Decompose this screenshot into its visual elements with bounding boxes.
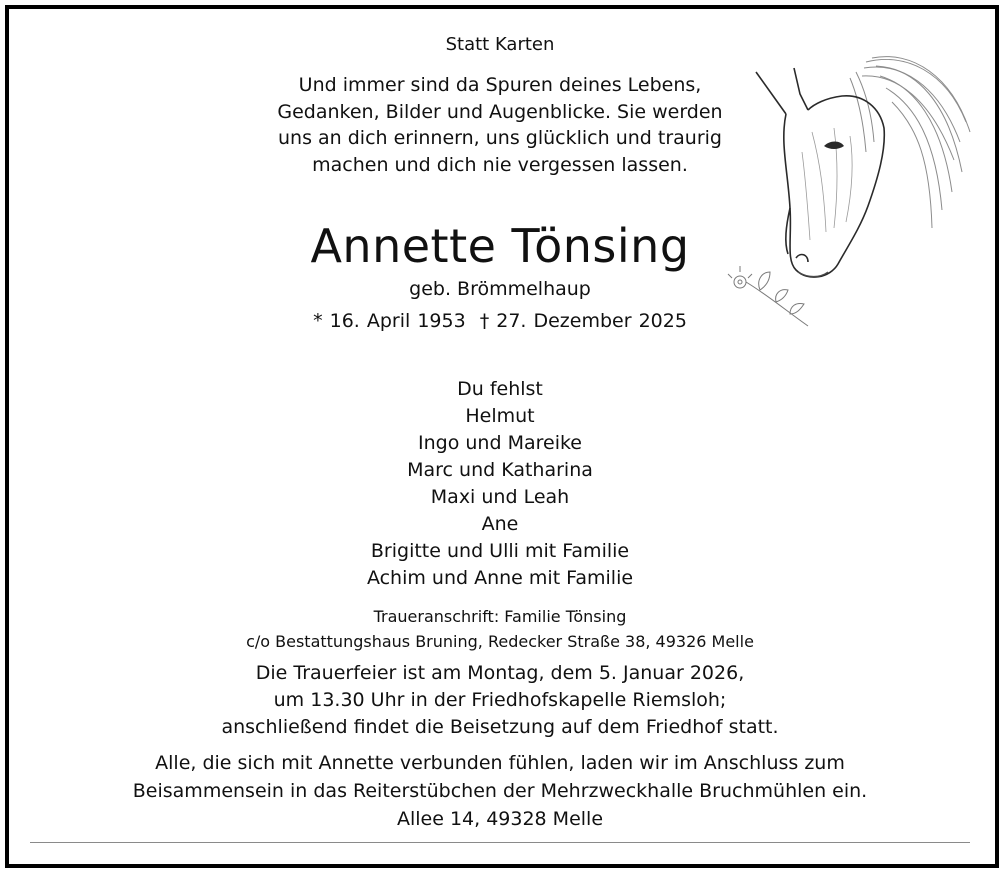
death-date: † 27. Dezember 2025 xyxy=(479,310,687,332)
mourning-address xyxy=(0,604,1000,654)
birth-date: * 16. April 1953 xyxy=(313,310,466,332)
poem-line: Und immer sind da Spuren deines Lebens, xyxy=(298,74,702,96)
mourner-name: Brigitte und Ulli mit Familie xyxy=(370,540,630,562)
funeral-service-info xyxy=(0,660,1000,741)
service-line: um 13.30 Uhr in der Friedhofskapelle Riemsloh; xyxy=(273,689,727,711)
statt-karten-label: Statt Karten xyxy=(445,34,555,55)
invitation-line: Allee 14, 49328 Melle xyxy=(396,808,604,830)
bottom-divider xyxy=(30,842,970,843)
poem-line: uns an dich erinnern, uns glücklich und traurig xyxy=(278,127,722,149)
address-line: Traueranschrift: Familie Tönsing xyxy=(373,607,627,626)
mourners-intro: Du fehlst xyxy=(457,378,543,400)
mourner-name: Marc und Katharina xyxy=(407,459,593,481)
mourner-name: Helmut xyxy=(465,405,535,427)
invitation-line: Alle, die sich mit Annette verbunden fühlen, laden wir im Anschluss zum xyxy=(155,752,845,774)
mourners-list xyxy=(0,376,1000,592)
mourner-name: Maxi und Leah xyxy=(430,486,570,508)
service-line: anschließend findet die Beisetzung auf dem Friedhof statt. xyxy=(221,716,779,738)
birth-name: geb. Brömmelhaup xyxy=(409,278,591,300)
address-line: c/o Bestattungshaus Bruning, Redecker Straße 38, 49326 Melle xyxy=(246,632,754,651)
mourner-name: Ane xyxy=(481,513,519,535)
life-dates xyxy=(0,310,1000,332)
service-line: Die Trauerfeier ist am Montag, dem 5. Januar 2026, xyxy=(255,662,745,684)
invitation-line: Beisammensein in das Reiterstübchen der Mehrzweckhalle Bruchmühlen ein. xyxy=(132,780,868,802)
deceased-name: Annette Tönsing xyxy=(310,219,690,273)
poem-line: machen und dich nie vergessen lassen. xyxy=(312,153,688,176)
mourner-name: Ingo und Mareike xyxy=(418,432,582,454)
reception-invitation xyxy=(0,749,1000,833)
mourner-name: Achim und Anne mit Familie xyxy=(366,567,634,589)
poem-line: Gedanken, Bilder und Augenblicke. Sie werden xyxy=(277,100,723,123)
